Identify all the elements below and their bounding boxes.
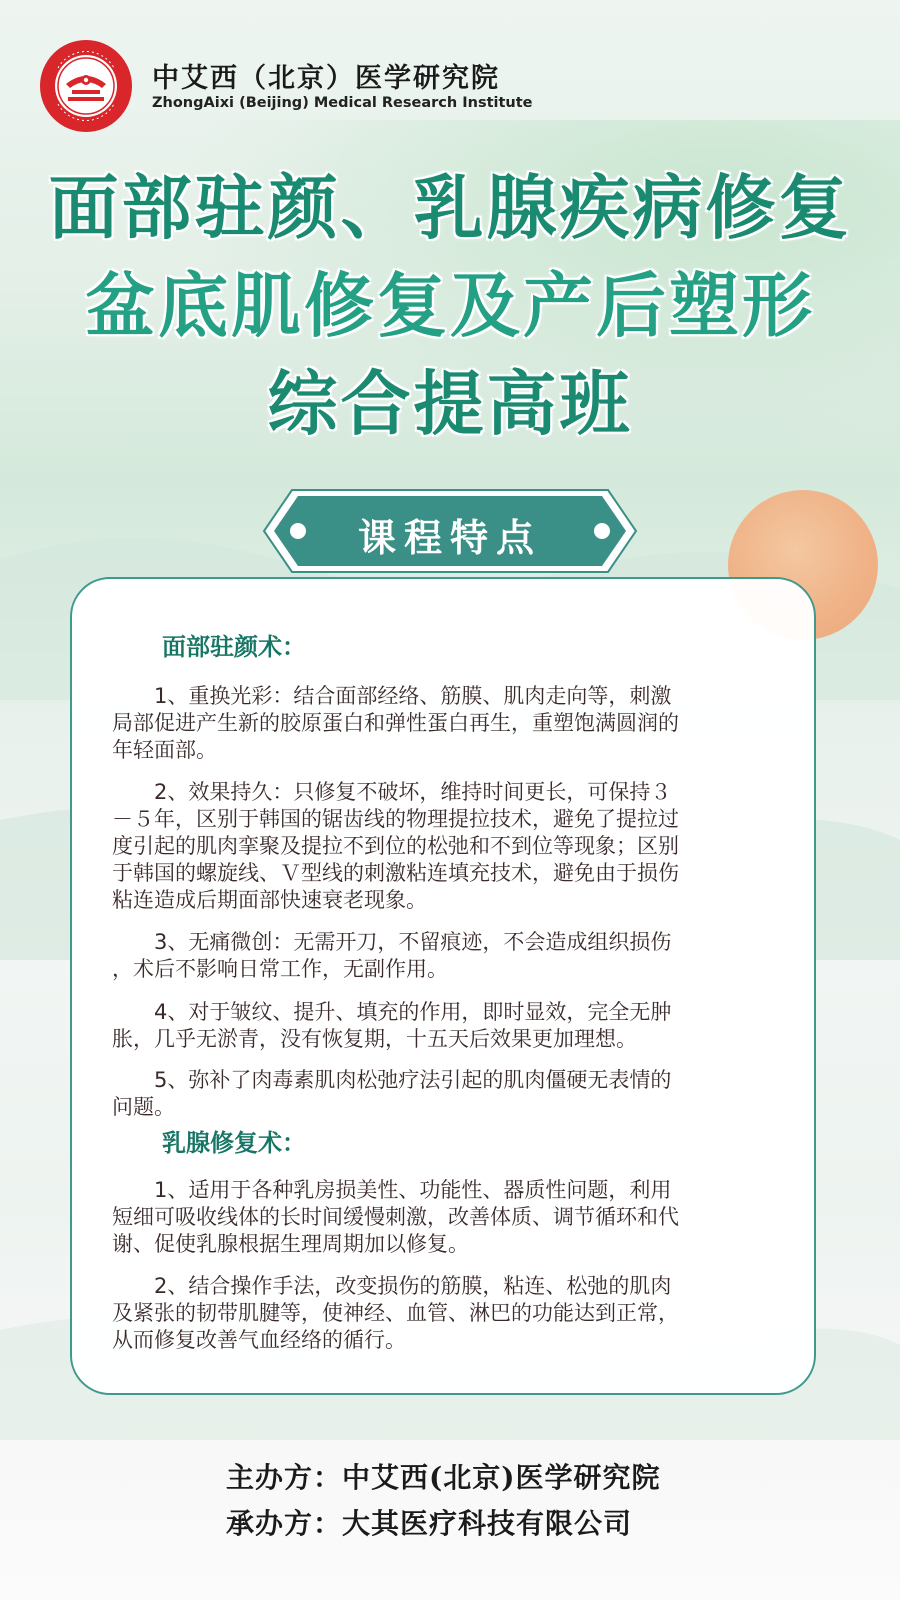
text-line: 度引起的肌肉挛聚及提拉不到位的松弛和不到位等现象；区别 <box>112 834 679 858</box>
text-line: 从而修复改善气血经络的循行。 <box>112 1328 406 1352</box>
text-line: 3、无痛微创：无需开刀，不留痕迹，不会造成组织损伤 <box>112 930 672 954</box>
text-line: 粘连造成后期面部快速衰老现象。 <box>112 888 427 912</box>
text-line: 及紧张的韧带肌腱等，使神经、血管、淋巴的功能达到正常， <box>112 1301 679 1325</box>
text-line: 胀，几乎无淤青，没有恢复期，十五天后效果更加理想。 <box>112 1027 637 1051</box>
text-line: －５年，区别于韩国的锯齿线的物理提拉技术，避免了提拉过 <box>112 807 679 831</box>
section-heading-face: 面部驻颜术： <box>162 633 306 661</box>
text-line: ，术后不影响日常工作，无副作用。 <box>112 957 448 981</box>
face-item-3 <box>112 929 782 983</box>
text-line: 于韩国的螺旋线、Ｖ型线的刺激粘连填充技术，避免由于损伤 <box>112 861 679 885</box>
section-heading-breast: 乳腺修复术： <box>162 1129 306 1157</box>
face-item-2 <box>112 779 782 914</box>
org-name-cn: 中艾西（北京）医学研究院 <box>152 63 500 94</box>
content-card <box>70 577 816 1395</box>
text-line: 5、弥补了肉毒素肌肉松弛疗法引起的肌肉僵硬无表情的 <box>112 1068 672 1092</box>
institute-logo-icon <box>38 38 134 134</box>
breast-item-1 <box>112 1177 782 1258</box>
footer-organizer: 承办方：大其医疗科技有限公司 <box>226 1507 633 1540</box>
org-name-en: ZhongAixi (Beijing) Medical Research Institute <box>152 95 533 111</box>
text-line: 谢、促使乳腺根据生理周期加以修复。 <box>112 1232 469 1256</box>
breast-item-2 <box>112 1273 782 1354</box>
course-features-badge <box>262 488 638 574</box>
header <box>38 38 578 134</box>
footer-host: 主办方：中艾西(北京)医学研究院 <box>226 1461 661 1494</box>
text-line: 局部促进产生新的胶原蛋白和弹性蛋白再生，重塑饱满圆润的 <box>112 711 679 735</box>
face-item-5 <box>112 1067 782 1121</box>
text-line: 2、结合操作手法，改变损伤的筋膜，粘连、松弛的肌肉 <box>112 1274 672 1298</box>
title-line-2: 盆底肌修复及产后塑形 <box>85 265 815 347</box>
text-line: 年轻面部。 <box>112 738 217 762</box>
text-line: 短细可吸收线体的长时间缓慢刺激，改善体质、调节循环和代 <box>112 1205 679 1229</box>
text-line: 4、对于皱纹、提升、填充的作用，即时显效，完全无肿 <box>112 1000 672 1024</box>
title-line-3: 综合提高班 <box>267 363 633 445</box>
text-line: 问题。 <box>112 1095 175 1119</box>
title-line-1: 面部驻颜、乳腺疾病修复 <box>48 167 852 249</box>
badge-label: 课程特点 <box>357 516 542 560</box>
face-item-4 <box>112 999 782 1053</box>
text-line: 1、重换光彩：结合面部经络、筋膜、肌肉走向等，刺激 <box>112 684 672 708</box>
face-item-1 <box>112 683 782 764</box>
text-line: 1、适用于各种乳房损美性、功能性、器质性问题，利用 <box>112 1178 672 1202</box>
text-line: 2、效果持久：只修复不破坏，维持时间更长，可保持３ <box>112 780 672 804</box>
